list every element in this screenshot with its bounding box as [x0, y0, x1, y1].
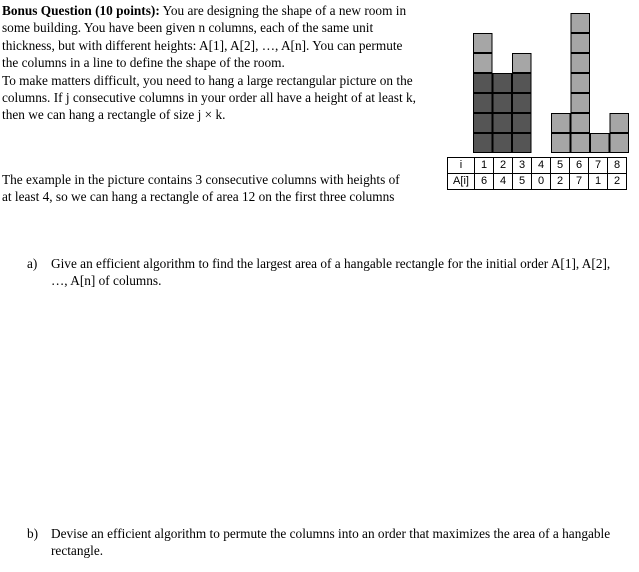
index-cell-6: 6 — [570, 158, 589, 174]
column-cell — [571, 14, 590, 33]
question-a — [27, 255, 627, 290]
height-cell-4: 0 — [532, 174, 551, 190]
height-cell-7: 1 — [589, 174, 608, 190]
index-cell-8: 8 — [608, 158, 627, 174]
column-cell — [552, 114, 571, 133]
height-row — [448, 174, 627, 190]
column-cell — [571, 114, 590, 133]
index-cell-3: 3 — [513, 158, 532, 174]
question-heading: Bonus Question (10 points): — [2, 3, 160, 18]
index-cell-2: 2 — [494, 158, 513, 174]
example-paragraph: The example in the picture contains 3 consecutive columns with heights of at least 4, so we can hang a rectangle of area 12 on the first three columns — [2, 172, 400, 205]
highlight-cell — [493, 134, 512, 153]
column-cell — [552, 134, 571, 153]
question-b-letter: b) — [27, 526, 39, 541]
question-b — [27, 525, 627, 560]
highlight-cell — [474, 134, 493, 153]
highlight-cell — [513, 114, 532, 133]
index-row — [448, 158, 627, 174]
index-cell-5: 5 — [551, 158, 570, 174]
column-cell — [474, 54, 493, 73]
column-cell — [610, 114, 629, 133]
question-a-text: Give an efficient algorithm to find the largest area of a hangable rectangle for the initial order A[1], A[2], …, A[n] of columns. — [51, 256, 611, 289]
column-cell — [513, 54, 532, 73]
highlight-cell — [474, 94, 493, 113]
highlight-cell — [513, 74, 532, 93]
heights-table — [447, 157, 627, 190]
column-cell — [474, 34, 493, 53]
column-cell — [591, 134, 610, 153]
height-cell-6: 7 — [570, 174, 589, 190]
index-cell-1: 1 — [475, 158, 494, 174]
height-cell-2: 4 — [494, 174, 513, 190]
question-b-text: Devise an efficient algorithm to permute the columns into an order that maximizes the area of a hangable rectangle. — [51, 526, 611, 559]
index-cell-7: 7 — [589, 158, 608, 174]
column-cell — [571, 74, 590, 93]
column-cell — [571, 54, 590, 73]
highlight-cell — [493, 114, 512, 133]
height-cell-1: 6 — [475, 174, 494, 190]
column-cell — [571, 34, 590, 53]
question-a-letter: a) — [27, 256, 38, 271]
highlight-cell — [513, 134, 532, 153]
index-row-label: i — [448, 158, 475, 174]
height-row-label: A[i] — [448, 174, 475, 190]
highlight-cell — [474, 114, 493, 133]
intro-paragraph-1 — [2, 2, 416, 72]
highlight-cell — [513, 94, 532, 113]
columns-figure — [444, 9, 632, 194]
height-cell-5: 2 — [551, 174, 570, 190]
height-cell-3: 5 — [513, 174, 532, 190]
column-cell — [610, 134, 629, 153]
index-cell-4: 4 — [532, 158, 551, 174]
intro-text-1: You are designing the shape of a new room in some building. You have been given n columns, each of the same unit thickness, but with different heights: A[1], A[2], …, A[n]. You can permute the columns in a line to define the shape of the room. — [2, 3, 407, 71]
highlight-cell — [474, 74, 493, 93]
height-cell-8: 2 — [608, 174, 627, 190]
intro-paragraph-2: To make matters difficult, you need to hang a large rectangular picture on the columns. If j consecutive columns in your order all have a height of at least k, then we can hang a rectangle of size j × k. — [2, 72, 416, 123]
problem-statement — [2, 2, 416, 124]
highlight-cell — [493, 94, 512, 113]
columns-diagram — [444, 9, 632, 154]
column-cell — [571, 94, 590, 113]
column-cell — [571, 134, 590, 153]
highlight-cell — [493, 74, 512, 93]
